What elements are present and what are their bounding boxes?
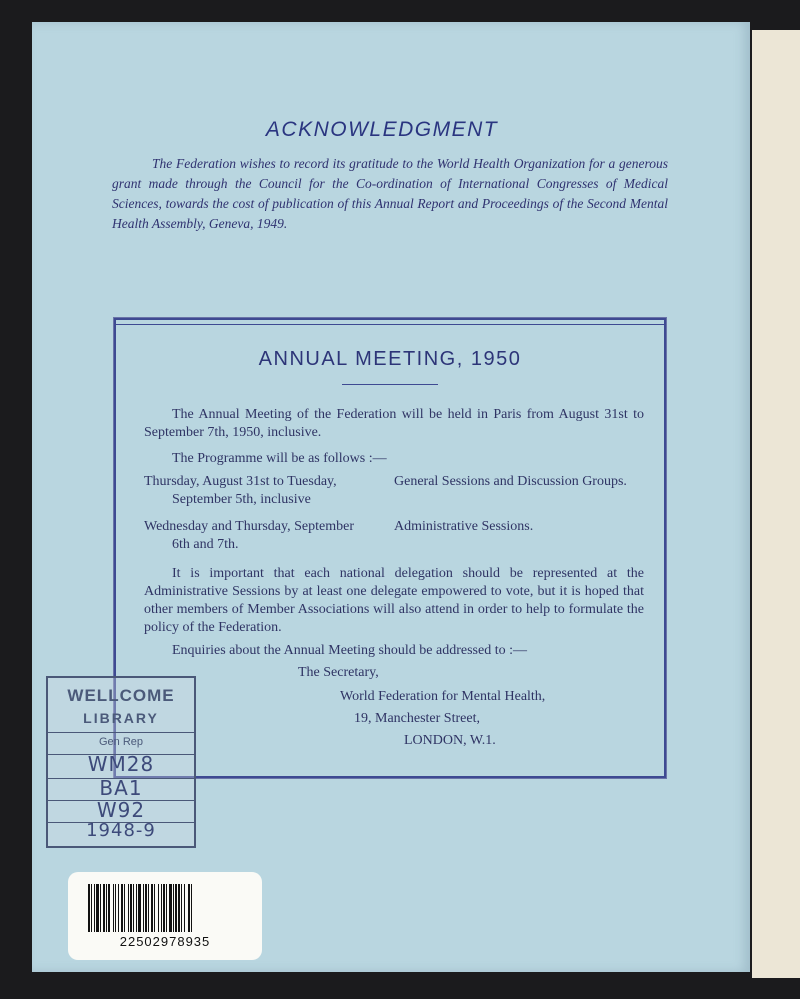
barcode-icon <box>88 884 242 932</box>
barcode-bar <box>143 884 144 932</box>
address-line-2: World Federation for Mental Health, <box>340 689 546 704</box>
barcode-bar <box>158 884 159 932</box>
barcode-bar <box>145 884 147 932</box>
acknowledgment-text: The Federation wishes to record its gratitude to the World Health Organization for a generous grant made through the Council for the Co-ordination of International Congresses of Medical Sciences, towards the cost of publication of this Annual Report and Proceedings of the Second Mental Health Assembly, Geneva, 1949. <box>112 156 668 231</box>
stamp-library-label: LIBRARY <box>83 710 159 726</box>
barcode-bar <box>88 884 90 932</box>
barcode-bar <box>130 884 132 932</box>
delegation-paragraph: It is important that each national delegation should be represented at the Administrative Sessions by at least one delegate empowered to vote, but it is hoped that other members of Member Associations will also attend in order to help to formulate the policy of the Federation. <box>144 566 644 635</box>
barcode-bar <box>151 884 153 932</box>
barcode-bar <box>184 884 185 932</box>
barcode-bar <box>96 884 99 932</box>
barcode-bar <box>133 884 134 932</box>
barcode-bar <box>118 884 119 932</box>
barcode-bar <box>175 884 177 932</box>
enquiries-paragraph: Enquiries about the Annual Meeting should be addressed to :— <box>172 643 527 658</box>
barcode-bar <box>148 884 149 932</box>
shelfmark-line-2: BA1 <box>99 776 143 800</box>
barcode-bar <box>169 884 172 932</box>
barcode-bar <box>163 884 165 932</box>
acknowledgment-heading: ACKNOWLEDGMENT <box>265 118 499 141</box>
barcode-bar <box>103 884 105 932</box>
schedule-when-1-line1: Thursday, August 31st to Tuesday, <box>144 474 337 489</box>
annual-meeting-heading: ANNUAL MEETING, 1950 <box>258 348 522 370</box>
schedule-when-2-line2: 6th and 7th. <box>172 537 239 552</box>
barcode-bar <box>161 884 162 932</box>
schedule-when-2-line1: Wednesday and Thursday, September <box>144 519 354 534</box>
address-line-4: LONDON, W.1. <box>404 733 496 748</box>
barcode-bar <box>181 884 182 932</box>
document-page <box>32 22 750 972</box>
barcode-bar <box>138 884 141 932</box>
barcode-bar <box>91 884 92 932</box>
schedule-what-2: Administrative Sessions. <box>394 519 534 534</box>
stamp-collection: Gen Rep <box>98 736 144 748</box>
shelfmark-line-1: WM28 <box>87 752 155 776</box>
barcode-bar <box>173 884 174 932</box>
barcode-bar <box>108 884 110 932</box>
barcode-bar <box>124 884 125 932</box>
barcode-bar <box>121 884 123 932</box>
stamp-library-name: WELLCOME <box>67 686 175 705</box>
address-line-3: 19, Manchester Street, <box>354 711 480 726</box>
programme-intro: The Programme will be as follows :— <box>172 451 387 466</box>
barcode-bar <box>100 884 101 932</box>
barcode-bar <box>136 884 137 932</box>
schedule-what-1: General Sessions and Discussion Groups. <box>394 474 627 489</box>
barcode-bar <box>188 884 190 932</box>
meeting-intro-paragraph: The Annual Meeting of the Federation will be held in Paris from August 31st to September 7th, 1950, inclusive. <box>144 407 644 440</box>
barcode-bar <box>128 884 129 932</box>
adjacent-page-edge <box>752 30 800 978</box>
barcode-bar <box>154 884 155 932</box>
barcode-bar <box>115 884 116 932</box>
schedule-when-2 <box>144 518 384 554</box>
barcode-bar <box>178 884 180 932</box>
library-stamp <box>46 676 196 848</box>
shelfmark-line-4: 1948-9 <box>86 820 156 841</box>
schedule-when-1-line2: September 5th, inclusive <box>172 492 311 507</box>
barcode-bar <box>94 884 95 932</box>
barcode-bar <box>191 884 192 932</box>
schedule-when-1 <box>144 473 384 509</box>
shelfmark-line-3: W92 <box>96 798 146 822</box>
barcode-label <box>68 872 262 960</box>
stamp-divider <box>48 732 194 733</box>
annual-meeting-box <box>114 318 666 778</box>
barcode-bar <box>166 884 167 932</box>
heading-divider <box>342 384 438 385</box>
address-line-1: The Secretary, <box>298 665 379 680</box>
barcode-number: 22502978935 <box>119 934 211 949</box>
barcode-bar <box>106 884 107 932</box>
barcode-bar <box>113 884 114 932</box>
